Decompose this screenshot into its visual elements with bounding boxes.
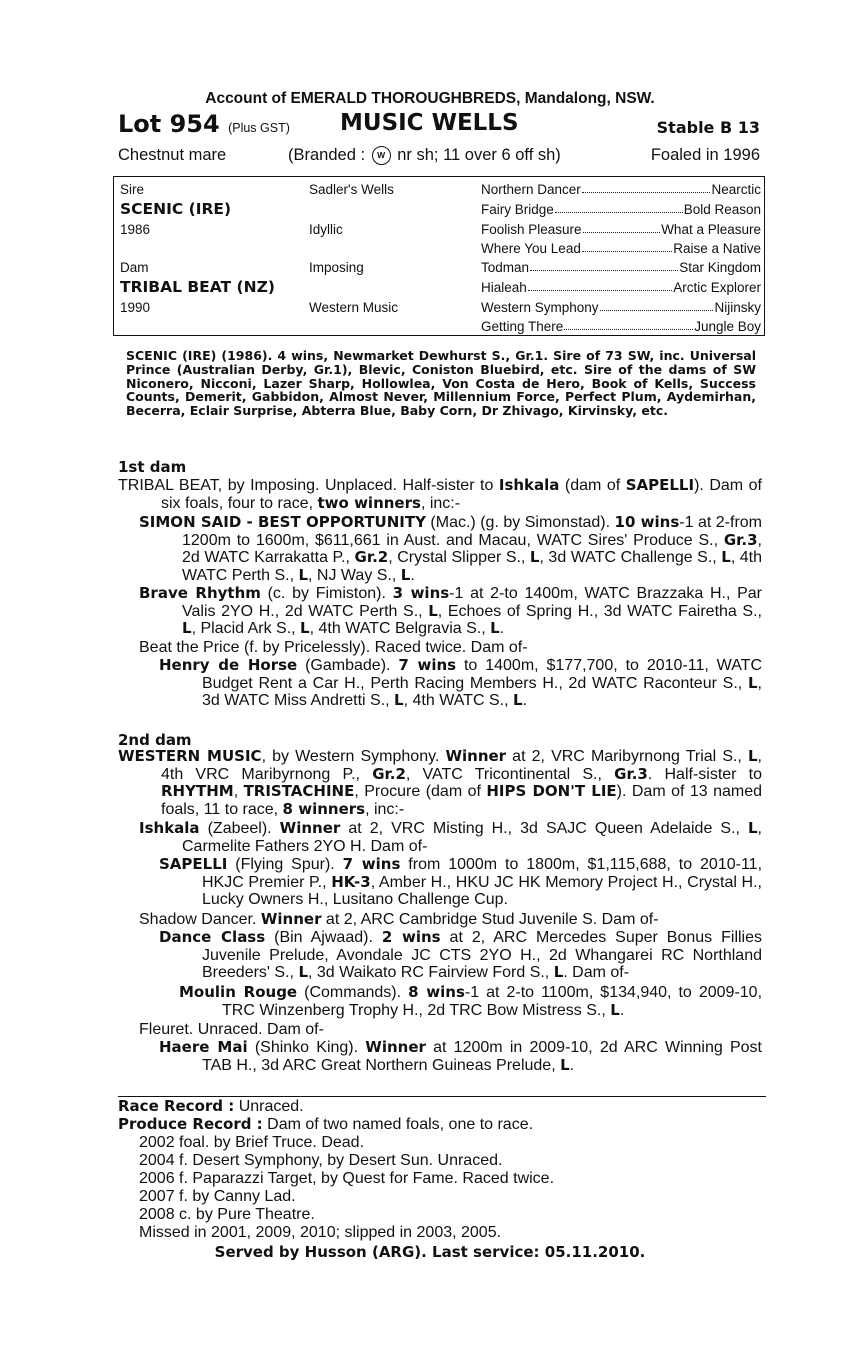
produce-item: 2002 foal. by Brief Truce. Dead. — [139, 1134, 365, 1151]
granddam-dam: Western Music — [309, 300, 399, 315]
gg-left: Hialeah — [481, 280, 527, 295]
gg-right: Bold Reason — [683, 202, 761, 217]
produce-item: 2004 f. Desert Symphony, by Desert Sun. Unraced. — [139, 1152, 503, 1169]
produce-item: Missed in 2001, 2009, 2010; slipped in 2003, 2005. — [139, 1224, 502, 1241]
gg-left: Western Symphony — [481, 300, 599, 315]
second-dam-intro: WESTERN MUSIC, by Western Symphony. Winner at 2, VRC Maribyrnong Trial S., L, 4th VRC Maribyrnong P., Gr.2, VATC Tricontinental S., Gr.3. Half-sister to RHYTHM, TRISTACHINE, Procure (dam of HIPS DON'T LIE). Dam of 13 named foals, 11 to race, 8 winners, inc:- — [118, 747, 763, 818]
lot-label: Lot 954 — [118, 110, 220, 138]
gg-left: Getting There — [481, 319, 564, 334]
great-grandparents-row — [481, 280, 761, 295]
gg-right: Arctic Explorer — [673, 280, 761, 295]
sire-year: 1986 — [120, 222, 151, 237]
gg-right: Jungle Boy — [694, 319, 761, 334]
produce-item: 2007 f. by Canny Lad. — [139, 1188, 296, 1205]
produce-entry-shadow-dancer: Shadow Dancer. Winner at 2, ARC Cambridge Stud Juvenile S. Dam of- — [139, 910, 659, 928]
great-grandparents-row — [481, 260, 761, 275]
pedigree-table — [113, 176, 765, 336]
horse-name: MUSIC WELLS — [340, 110, 519, 136]
gg-right: What a Pleasure — [661, 222, 761, 237]
served-by: Served by Husson (ARG). Last service: 05.11.2010. — [214, 1243, 646, 1261]
gg-right: Nearctic — [711, 182, 761, 197]
brand-description — [288, 146, 561, 165]
produce-entry-haere-mai: Haere Mai (Shinko King). Winner at 1200m in 2009-10, 2d ARC Winning Post TAB H., 3d ARC Great Northern Guineas Prelude, L. — [159, 1038, 762, 1074]
first-dam-intro: TRIBAL BEAT, by Imposing. Unplaced. Half-sister to Ishkala (dam of SAPELLI). Dam of six foals, four to race, two winners, inc:- — [118, 476, 762, 512]
gg-left: Foolish Pleasure — [481, 222, 582, 237]
dam-name: TRIBAL BEAT (NZ) — [120, 278, 275, 296]
produce-item: 2006 f. Paparazzi Target, by Quest for Fame. Raced twice. — [139, 1170, 555, 1187]
gg-right: Raise a Native — [673, 241, 761, 256]
colour-sex: Chestnut mare — [118, 146, 227, 164]
gg-left: Northern Dancer — [481, 182, 581, 197]
produce-entry-beat-the-price: Beat the Price (f. by Pricelessly). Raced twice. Dam of- — [139, 639, 528, 656]
great-grandparents-row — [481, 222, 761, 237]
first-dam-heading: 1st dam — [118, 458, 187, 476]
produce-entry-moulin-rouge: Moulin Rouge (Commands). 8 wins-1 at 2-to 1100m, $134,940, to 2009-10, TRC Winzenberg Trophy H., 2d TRC Bow Mistress S., L. — [179, 983, 763, 1019]
produce-entry-brave-rhythm: Brave Rhythm (c. by Fimiston). 3 wins-1 at 2-to 1400m, WATC Brazzaka H., Par Valis 2YO H., 2d WATC Perth S., L, Echoes of Spring H., 3d WATC Fairetha S., L, Placid Ark S., L, 4th WATC Belgravia S., L. — [139, 584, 763, 638]
consignor-account: Account of EMERALD THOROUGHBREDS, Mandalong, NSW. — [205, 90, 655, 107]
produce-entry-sapelli: SAPELLI (Flying Spur). 7 wins from 1000m to 1800m, $1,115,688, to 2010-11, HKJC Premier P., HK-3, Amber H., HKU JC HK Memory Project H., Crystal H., Lucky Owners H., Lusitano Challenge Cup. — [159, 855, 763, 909]
gg-right: Nijinsky — [714, 300, 761, 315]
foaled-year: Foaled in 1996 — [650, 146, 760, 164]
produce-entry-ishkala: Ishkala (Zabeel). Winner at 2, VRC Misting H., 3d SAJC Queen Adelaide S., L, Carmelite Fathers 2YO H. Dam of- — [139, 819, 762, 855]
stable-number: Stable B 13 — [656, 118, 760, 137]
race-record: Race Record : Unraced. — [118, 1097, 304, 1115]
sire-label: Sire — [120, 182, 145, 197]
great-grandparents-row — [481, 241, 761, 256]
gg-left: Fairy Bridge — [481, 202, 554, 217]
great-grandparents-row — [481, 202, 761, 217]
gg-left: Todman — [481, 260, 530, 275]
second-dam-heading: 2nd dam — [118, 731, 192, 749]
dam-label: Dam — [120, 260, 149, 275]
lot-gst-note: (Plus GST) — [228, 121, 290, 135]
great-grandparents-row — [481, 300, 761, 315]
great-grandparents-row — [481, 182, 761, 197]
produce-record: Produce Record : Dam of two named foals, one to race. — [118, 1115, 534, 1133]
produce-entry-henry-de-horse: Henry de Horse (Gambade). 7 wins to 1400m, $177,700, to 2010-11, WATC Budget Rent a Car H., Perth Racing Members H., 2d WATC Raconteur S., L, 3d WATC Miss Andretti S., L, 4th WATC S., L. — [159, 656, 763, 710]
produce-item: 2008 c. by Pure Theatre. — [139, 1206, 315, 1223]
brand-suffix: nr sh; 11 over 6 off sh) — [397, 146, 561, 164]
lot-number — [118, 110, 290, 138]
brand-prefix: (Branded : — [288, 146, 366, 164]
produce-entry-simon-said: SIMON SAID - BEST OPPORTUNITY (Mac.) (g. by Simonstad). 10 wins-1 at 2-from 1200m to 1600m, $611,661 in Aust. and Macau, WATC Sires' Produce S., Gr.3, 2d WATC Karrakatta P., Gr.2, Crystal Slipper S., L, 3d WATC Challenge S., L, 4th WATC Perth S., L, NJ Way S., L. — [139, 513, 763, 584]
sire-summary: SCENIC (IRE) (1986). 4 wins, Newmarket Dewhurst S., Gr.1. Sire of 73 SW, inc. Universal Prince (Australian Derby, Gr.1), Blevic, Coniston Bluebird, etc. Sire of the dams of SW Niconero, Nicconi, Lazer Sharp, Hollowlea, Von Costa de Hero, Book of Kells, Success Counts, Demerit, Gabbidon, Almost Never, Millennium Force, Perfect Plum, Aydemirhan, Becerra, Eclair Surprise, Abterra Blue, Baby Corn, Dr Zhivago, Kirvinsky, etc. — [126, 348, 756, 419]
produce-entry-dance-class: Dance Class (Bin Ajwaad). 2 wins at 2, ARC Mercedes Super Bonus Fillies Juvenile Prelude, Avondale JC CTS 2YO H., 2d Whangarei RC Northland Breeders' S., L, 3d Waikato RC Fairview Ford S., L. Dam of- — [159, 928, 762, 982]
sire-name: SCENIC (IRE) — [120, 200, 232, 218]
brand-mark-icon: W — [372, 146, 391, 165]
grandsire-sire: Sadler's Wells — [309, 182, 394, 197]
produce-entry-fleuret: Fleuret. Unraced. Dam of- — [139, 1021, 324, 1038]
great-grandparents-row — [481, 319, 761, 334]
gg-right: Star Kingdom — [679, 260, 761, 275]
grandsire-dam: Imposing — [309, 260, 364, 275]
dam-year: 1990 — [120, 300, 151, 315]
granddam-sire: Idyllic — [309, 222, 343, 237]
gg-left: Where You Lead — [481, 241, 581, 256]
